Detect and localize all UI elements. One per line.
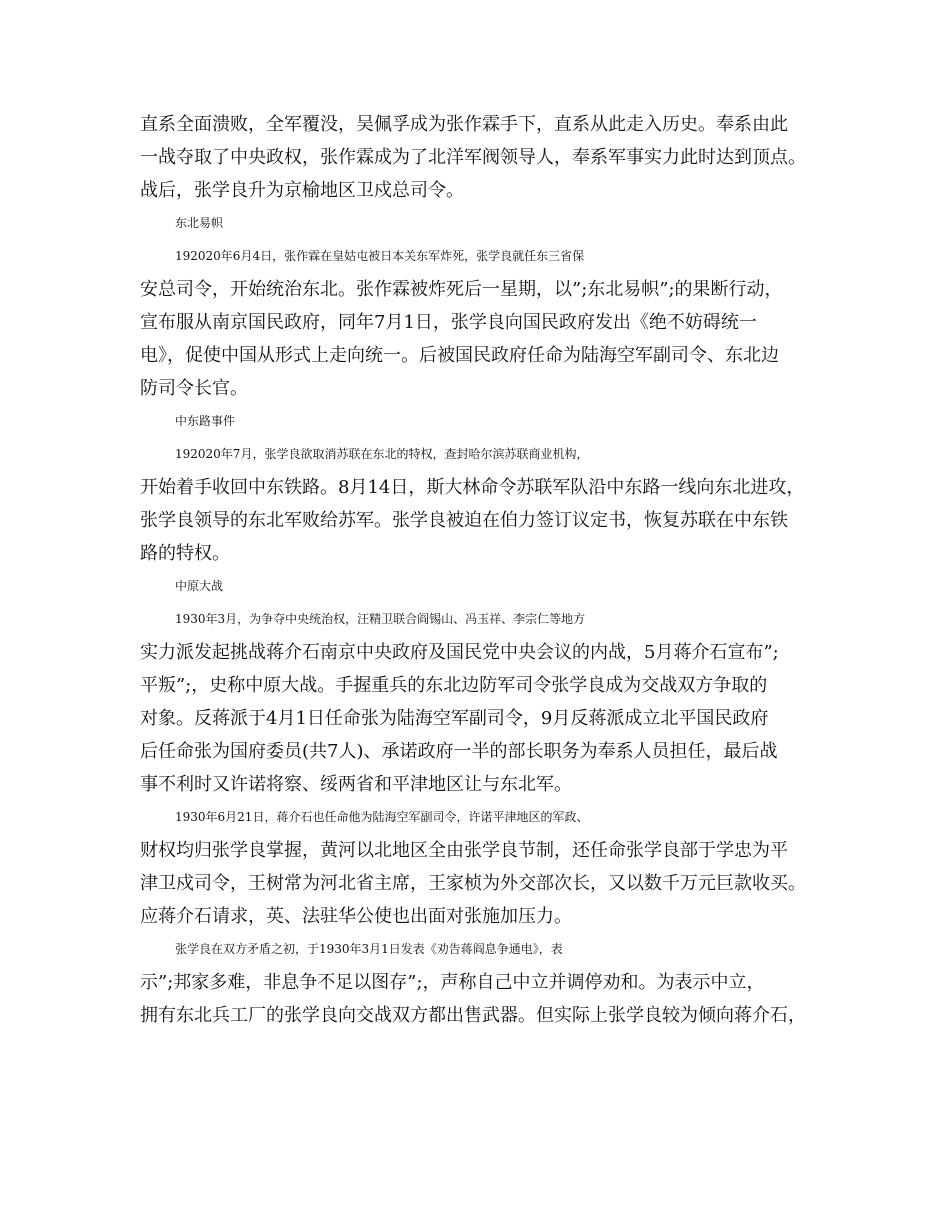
text-line: 对象。反蒋派于4月1日任命张为陆海空军副司令，9月反蒋派成立北平国民政府 [140,708,769,729]
text-line: 张学良在双方矛盾之初，于1930年3月1日发表《劝告蒋阎息争通电》，表 [175,942,563,956]
text-line: 津卫戍司令，王树常为河北省主席，王家桢为外交部次长，又以数千万元巨款收买。 [140,873,806,894]
text-line: 中原大战 [175,579,224,593]
document-body [140,108,820,1032]
text-line: 后任命张为国府委员(共7人)、承诺政府一半的部长职务为奉系人员担任，最后战 [140,741,778,762]
text-line: 1930年3月，为争夺中央统治权，汪精卫联合阎锡山、冯玉祥、李宗仁等地方 [175,612,586,626]
text-line: 示”;邦家多难，非息争不足以图存”;，声称自己中立并调停劝和。为表示中立， [140,972,765,993]
text-line: 防司令长官。 [140,378,248,399]
text-line: 应蒋介石请求，英、法驻华公使也出面对张施加压力。 [140,906,572,927]
text-line: 一战夺取了中央政权，张作霖成为了北洋军阀领导人，奉系军事实力此时达到顶点。 [140,147,806,168]
text-line: 财权均归张学良掌握，黄河以北地区全由张学良节制，还任命张学良部于学忠为平 [140,840,788,861]
text-line: 平叛”;，史称中原大战。手握重兵的东北边防军司令张学良成为交战双方争取的 [140,675,768,696]
text-line: 事不利时又许诺将察、绥两省和平津地区让与东北军。 [140,774,572,795]
text-line: 张学良领导的东北军败给苏军。张学良被迫在伯力签订议定书，恢复苏联在中东铁 [140,510,788,531]
text-line: 1930年6月21日，蒋介石也任命他为陆海空军副司令，许诺平津地区的军政、 [175,810,589,824]
text-line: 192020年7月，张学良欲取消苏联在东北的特权，查封哈尔滨苏联商业机构， [175,447,589,461]
text-line: 电》，促使中国从形式上走向统一。后被国民政府任命为陆海空军副司令、东北边 [140,345,779,366]
text-line: 东北易帜 [175,216,224,230]
text-line: 直系全面溃败，全军覆没，吴佩孚成为张作霖手下，直系从此走入历史。奉系由此 [140,114,788,135]
text-line: 实力派发起挑战蒋介石南京中央政府及国民党中央会议的内战，5月蒋介石宣布”; [140,642,779,663]
text-line: 开始着手收回中东铁路。8月14日，斯大林命令苏联军队沿中东路一线向东北进攻， [140,477,805,498]
text-line: 战后，张学良升为京榆地区卫戍总司令。 [140,180,464,201]
text-line: 中东路事件 [175,414,236,428]
text-line: 安总司令，开始统治东北。张作霖被炸死后一星期，以”;东北易帜”;的果断行动， [140,279,783,300]
text-line: 宣布服从南京国民政府，同年7月1日，张学良向国民政府发出《绝不妨碍统一 [140,312,757,333]
text-line: 拥有东北兵工厂的张学良向交战双方都出售武器。但实际上张学良较为倾向蒋介石， [140,1005,806,1026]
text-line: 路的特权。 [140,543,230,564]
text-line: 192020年6月4日，张作霖在皇姑屯被日本关东军炸死，张学良就任东三省保 [175,249,585,263]
